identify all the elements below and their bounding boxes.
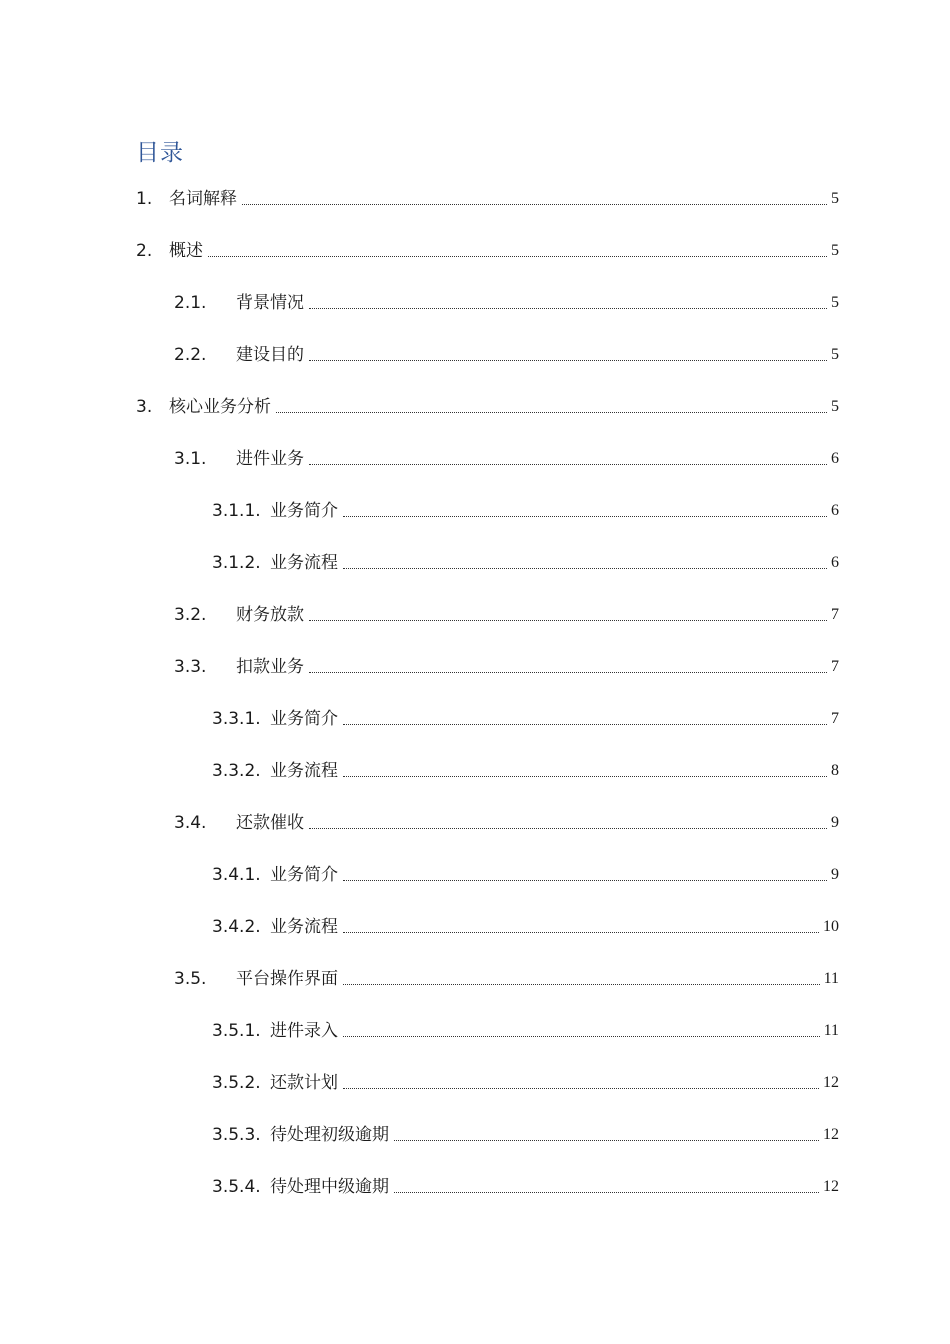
- toc-dot-leader: [309, 463, 827, 465]
- toc-entry-number: 2.1.: [174, 293, 207, 313]
- toc-entry[interactable]: [212, 862, 839, 888]
- toc-dot-leader: [343, 515, 827, 517]
- toc-entry-text: 业务简介: [270, 709, 338, 729]
- toc-entry-text: 进件业务: [236, 449, 304, 469]
- toc-entry-number: 3.3.1.: [212, 709, 261, 729]
- toc-entry-text: 业务流程: [270, 553, 338, 573]
- toc-entry-number: 3.1.2.: [212, 553, 261, 573]
- toc-entry[interactable]: [212, 498, 839, 524]
- toc-entry[interactable]: [136, 186, 839, 212]
- toc-entry-text: 业务简介: [270, 501, 338, 521]
- toc-entry-page: 9: [831, 814, 839, 831]
- toc-entry[interactable]: [212, 1122, 839, 1148]
- toc-entry-text: 还款催收: [236, 813, 304, 833]
- toc-entry-page: 7: [831, 658, 839, 675]
- toc-entry[interactable]: [174, 446, 839, 472]
- toc-entry-text: 业务简介: [270, 865, 338, 885]
- toc-entry-text: 平台操作界面: [236, 969, 338, 989]
- toc-entry-page: 7: [831, 606, 839, 623]
- toc-dot-leader: [343, 983, 820, 985]
- toc-entry-number: 3.1.1.: [212, 501, 261, 521]
- toc-entry-text: 财务放款: [236, 605, 304, 625]
- toc-entry[interactable]: [174, 290, 839, 316]
- toc-entry-page: 7: [831, 710, 839, 727]
- toc-dot-leader: [343, 723, 827, 725]
- toc-entry-page: 5: [831, 346, 839, 363]
- toc-entry-page: 6: [831, 554, 839, 571]
- toc-entry-number: 3.4.1.: [212, 865, 261, 885]
- toc-entry-page: 5: [831, 398, 839, 415]
- toc-entry-text: 背景情况: [236, 293, 304, 313]
- toc-dot-leader: [343, 1035, 820, 1037]
- toc-entry-number: 3.5.3.: [212, 1125, 261, 1145]
- toc-entry-text: 待处理初级逾期: [270, 1125, 389, 1145]
- toc-dot-leader: [309, 359, 827, 361]
- toc-dot-leader: [343, 879, 827, 881]
- toc-entry-page: 5: [831, 294, 839, 311]
- toc-entry-text: 业务流程: [270, 917, 338, 937]
- toc-entry[interactable]: [174, 810, 839, 836]
- toc-entry-page: 12: [823, 1126, 839, 1143]
- toc-dot-leader: [343, 1087, 819, 1089]
- toc-entry-number: 3.5.2.: [212, 1073, 261, 1093]
- toc-dot-leader: [343, 775, 827, 777]
- toc-entry-number: 3.5.: [174, 969, 207, 989]
- toc-entry-number: 3.: [136, 397, 153, 417]
- toc-entry-page: 10: [823, 918, 839, 935]
- toc-entry[interactable]: [174, 654, 839, 680]
- toc-entry-text: 概述: [169, 241, 203, 261]
- toc-entry-page: 9: [831, 866, 839, 883]
- toc-dot-leader: [309, 671, 827, 673]
- toc-entry-text: 核心业务分析: [169, 397, 271, 417]
- toc-entry[interactable]: [174, 342, 839, 368]
- toc-entry-number: 2.: [136, 241, 153, 261]
- toc-entry-page: 8: [831, 762, 839, 779]
- toc-entry-number: 2.2.: [174, 345, 207, 365]
- toc-entry[interactable]: [174, 966, 839, 992]
- toc-entry[interactable]: [212, 706, 839, 732]
- toc-entry-number: 3.4.: [174, 813, 207, 833]
- toc-entry-text: 业务流程: [270, 761, 338, 781]
- toc-entry-page: 11: [823, 970, 839, 987]
- toc-entry-number: 3.3.: [174, 657, 207, 677]
- toc-entry[interactable]: [212, 1174, 839, 1200]
- toc-entry[interactable]: [136, 394, 839, 420]
- toc-entry-text: 建设目的: [236, 345, 304, 365]
- toc-dot-leader: [309, 827, 827, 829]
- toc-entry-number: 3.4.2.: [212, 917, 261, 937]
- toc-dot-leader: [394, 1139, 819, 1141]
- toc-entry-number: 3.5.4.: [212, 1177, 261, 1197]
- toc-entry[interactable]: [212, 1018, 839, 1044]
- toc-entry-text: 待处理中级逾期: [270, 1177, 389, 1197]
- toc-title: 目录: [136, 140, 184, 166]
- toc-dot-leader: [242, 203, 827, 205]
- toc-dot-leader: [309, 307, 827, 309]
- toc-entry-number: 3.2.: [174, 605, 207, 625]
- toc-entry-text: 扣款业务: [236, 657, 304, 677]
- toc-entry-text: 名词解释: [169, 189, 237, 209]
- toc-entry-page: 6: [831, 450, 839, 467]
- toc-entry-number: 1.: [136, 189, 153, 209]
- toc-entry-page: 11: [823, 1022, 839, 1039]
- toc-entry-page: 5: [831, 242, 839, 259]
- toc-entry[interactable]: [212, 550, 839, 576]
- toc-dot-leader: [394, 1191, 819, 1193]
- toc-dot-leader: [343, 931, 819, 933]
- toc-dot-leader: [343, 567, 827, 569]
- toc-dot-leader: [276, 411, 827, 413]
- toc-entry[interactable]: [212, 1070, 839, 1096]
- toc-entry-number: 3.3.2.: [212, 761, 261, 781]
- toc-entry-page: 12: [823, 1178, 839, 1195]
- toc-entry-number: 3.5.1.: [212, 1021, 261, 1041]
- toc-dot-leader: [208, 255, 827, 257]
- toc-entry[interactable]: [174, 602, 839, 628]
- toc-entry[interactable]: [212, 758, 839, 784]
- toc-entry-number: 3.1.: [174, 449, 207, 469]
- toc-entry[interactable]: [212, 914, 839, 940]
- toc-dot-leader: [309, 619, 827, 621]
- toc-entry[interactable]: [136, 238, 839, 264]
- toc-entry-text: 进件录入: [270, 1021, 338, 1041]
- toc-entry-text: 还款计划: [270, 1073, 338, 1093]
- toc-entry-page: 5: [831, 190, 839, 207]
- toc-entry-page: 6: [831, 502, 839, 519]
- toc-entry-page: 12: [823, 1074, 839, 1091]
